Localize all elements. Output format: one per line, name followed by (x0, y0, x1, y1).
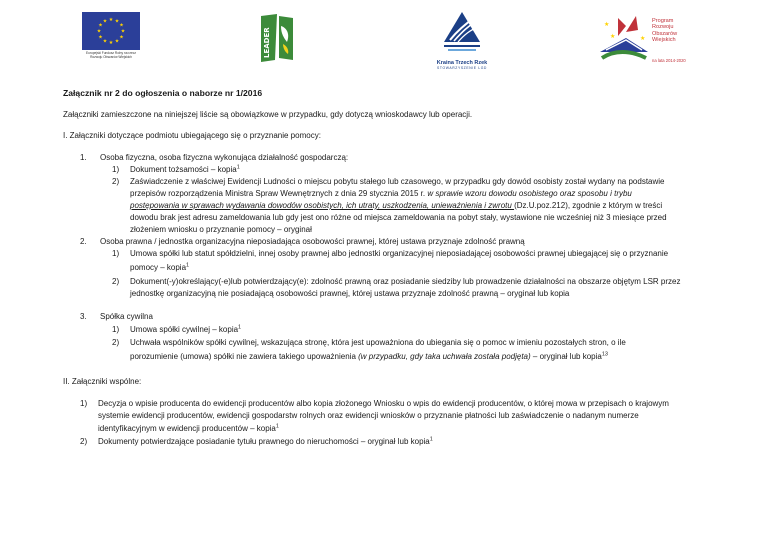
item-2-sub-2-line: Dokument(-y)określający(-e)lub potwierdzający(e): zdolność prawną oraz posiadanie siedziby lub prowadzenie działalności na obszarze objętym LSR przez (130, 277, 681, 286)
svg-text:★: ★ (119, 34, 124, 41)
svg-text:★: ★ (604, 21, 610, 28)
intro-text: Załączniki zamieszczone na niniejszej liście są obowiązkowe w przypadku, gdy dotyczą wnioskodawcy lub operacji. (63, 110, 473, 119)
common-item-2 (98, 437, 433, 447)
item-1-number: 1. (80, 153, 87, 162)
svg-text:★: ★ (114, 18, 120, 25)
item-2-sub-1-line (130, 263, 189, 273)
text-run: Umowa spółki cywilnej – kopia (130, 325, 239, 334)
prow-text (652, 18, 677, 44)
footnote-ref: 1 (236, 164, 240, 171)
item-1-sub-1-text: Dokument tożsamości – kopia (130, 165, 237, 174)
common-item-1-line: Decyzja o wpisie producenta do ewidencji producentów albo kopia złożonego Wniosku o wpis do ewidencji producentów, o której mowa w przepisach o krajowym (98, 399, 669, 408)
svg-text:★: ★ (108, 40, 114, 46)
kraina-trzech-rzek-logo (430, 10, 494, 70)
prow-line: Program (652, 18, 674, 24)
ktr-sub: STOWARZYSZENIE LGD (437, 66, 487, 70)
item-3-sub-2-line (130, 352, 608, 362)
italic-run: (w przypadku, gdy taka uchwała została podjęta) (358, 352, 531, 361)
item-2-number: 2. (80, 237, 87, 246)
item-1-sub-1-number: 1) (112, 165, 120, 174)
text-run: identyfikacyjnym w ewidencji producentów – kopia (98, 424, 276, 433)
common-item-1-line (98, 424, 279, 434)
svg-text:★: ★ (640, 35, 646, 42)
eu-caption-line: Rozwoju Obszarów Wiejskich (90, 55, 132, 59)
footnote-ref: 1 (429, 436, 433, 443)
footnote-ref: 13 (601, 351, 608, 358)
prow-years: na lata 2014-2020 (652, 58, 686, 63)
eu-caption (82, 51, 140, 59)
footnote-ref: 1 (275, 423, 279, 430)
common-item-1-line: systemie ewidencji producentów, ewidencji gospodarstw rolnych oraz ewidencji wniosków o przyznanie płatności lub zaświadczenie o nadanym numerze (98, 411, 639, 420)
text-run: , zgodnie z którym w treści (567, 201, 663, 210)
text-run: porozumienie (umowa) spółki nie zawiera takiego upoważnienia (130, 352, 359, 361)
svg-text:★: ★ (102, 38, 108, 45)
item-1-sub-2-number: 2) (112, 177, 120, 186)
item-2-sub-2-number: 2) (112, 277, 120, 286)
item-1-sub-2-line (130, 189, 632, 199)
eu-logo (82, 12, 140, 62)
common-item-2-number: 2) (80, 437, 88, 446)
svg-text:★: ★ (610, 33, 616, 40)
eu-caption-line: Europejski Fundusz Rolny na rzecz (86, 51, 136, 55)
svg-text:★: ★ (98, 34, 103, 41)
leader-logo (257, 12, 297, 64)
svg-text:★: ★ (98, 22, 103, 29)
prow-line: Rozwoju (652, 24, 674, 31)
item-3-sub-1-number: 1) (112, 325, 120, 334)
item-1-sub-1 (130, 165, 240, 175)
leader-text: LEADER (263, 27, 271, 58)
text-run: – oryginał lub kopia (530, 352, 602, 361)
ktr-name: Kraina Trzech Rzek (436, 60, 488, 66)
item-1-sub-2-line: dowodu brak jest adresu zameldowania lub gdy jest ono różne od miejsca zameldowania na pobyt stały, wystawione nie wcześniej niż 3 miesiące przed (130, 213, 667, 222)
prow-line: Obszarów (652, 30, 678, 37)
svg-text:★: ★ (114, 38, 120, 45)
prow-line: Wiejskich (652, 37, 676, 44)
text-run: (Dz.U.poz.212) (514, 201, 568, 210)
svg-text:★: ★ (96, 28, 102, 35)
item-2-sub-1-line: Umowa spółki lub statut spółdzielni, innej osoby prawnej albo jednostki organizacyjnej nieposiadającej osobowości prawnej ubiegającej się o przyznanie (130, 249, 669, 258)
item-1-sub-2-line: Zaświadczenie z właściwej Ewidencji Ludności o miejscu pobytu stałego lub czasowego, w przypadku gdy dowód osobisty został wydany na podstawie (130, 177, 665, 186)
item-3-number: 3. (80, 312, 87, 321)
footnote-ref: 1 (238, 324, 242, 331)
item-2-sub-1-number: 1) (112, 249, 120, 258)
item-2-sub-2-line: jednostkę organizacyjną nie posiadającą osobowości prawnej, której ustawa przyznaje zdolność prawną – oryginał lub kopia (130, 289, 570, 298)
item-1-sub-2-line: złożeniem wniosku o przyznanie pomocy – oryginał (130, 225, 312, 234)
italic-run: w sprawie wzoru dowodu osobistego oraz sposobu i trybu (427, 189, 632, 198)
item-3-sub-2-number: 2) (112, 338, 120, 347)
section-2-heading: II. Załączniki wspólne: (63, 377, 142, 386)
prow-emblem-icon (596, 12, 652, 66)
item-3-sub-1 (130, 325, 241, 335)
text-run: pomocy – kopia (130, 263, 187, 272)
footnote-ref: 1 (186, 262, 190, 269)
svg-text:★: ★ (119, 22, 124, 29)
item-1-label: Osoba fizyczna, osoba fizyczna wykonująca działalność gospodarczą: (100, 153, 349, 162)
common-item-1-number: 1) (80, 399, 88, 408)
prow-logo (596, 12, 686, 66)
kraina-trzech-rzek-emblem-icon (440, 10, 484, 54)
document-title: Załącznik nr 2 do ogłoszenia o naborze nr 1/2016 (63, 88, 263, 98)
svg-text:★: ★ (108, 17, 114, 23)
svg-text:★: ★ (120, 28, 126, 35)
svg-text:★: ★ (102, 18, 108, 25)
item-3-sub-2-line: Uchwała wspólników spółki cywilnej, wskazująca stronę, która jest upoważniona do ubiegania się o pomoc w imieniu pozostałych stron, o ile (130, 338, 626, 347)
item-1-sub-2-line (130, 201, 662, 211)
text-run: przepisów rozporządzenia Ministra Spraw Wewnętrznych z dnia 29 stycznia 2015 r. (130, 189, 428, 198)
logo-bar (0, 0, 768, 78)
text-run: Dokumenty potwierdzające posiadanie tytułu prawnego do nieruchomości – oryginał lub kopia (98, 437, 430, 446)
item-3-label: Spółka cywilna (100, 312, 153, 321)
item-2-label: Osoba prawna / jednostka organizacyjna nieposiadająca osobowości prawnej, której ustawa przyznaje zdolność prawną (100, 237, 525, 246)
eu-flag-icon (82, 12, 140, 50)
section-1-heading: I. Załączniki dotyczące podmiotu ubiegającego się o przyznanie pomocy: (63, 131, 321, 140)
italic-run: postępowania w sprawach wydawania dowodów osobistych, ich utraty, uszkodzenia, unieważnienia i zwrotu (130, 201, 515, 210)
